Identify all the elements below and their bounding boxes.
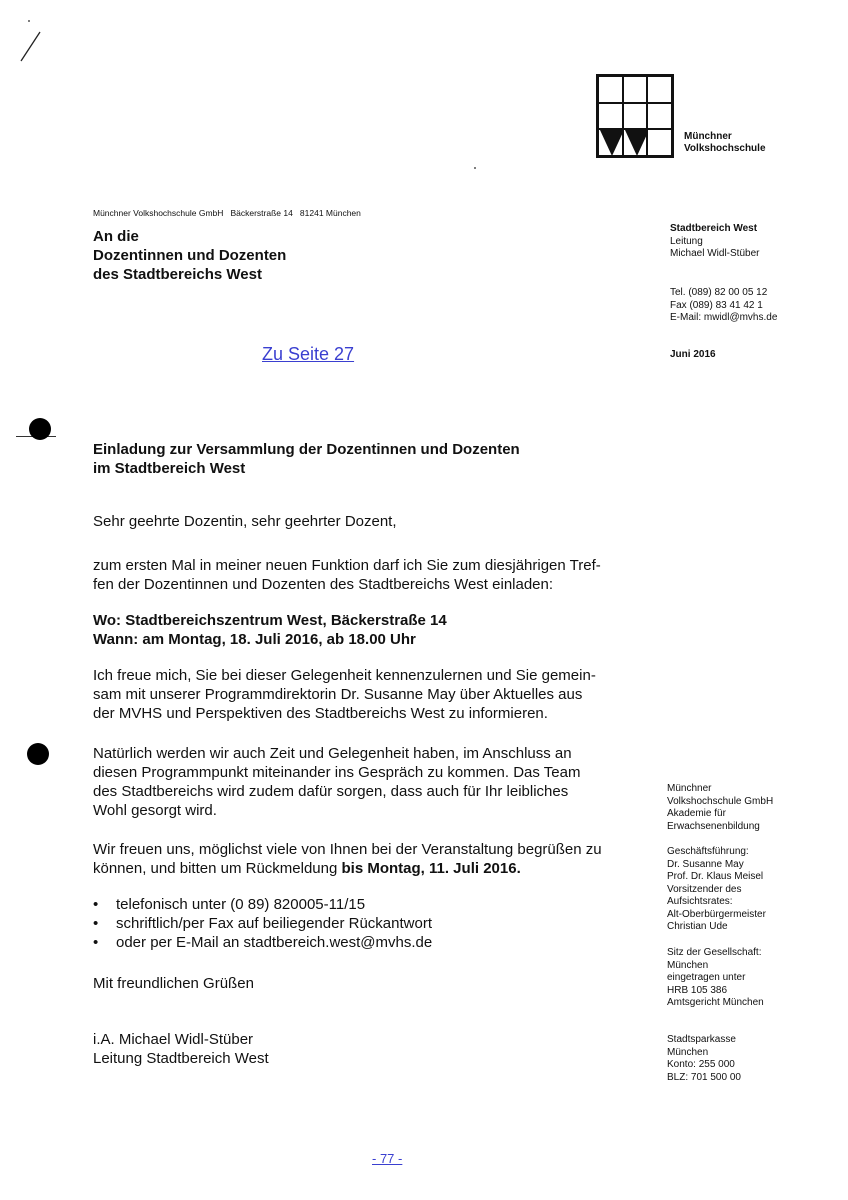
legal-line: Stadtsparkasse: [667, 1034, 736, 1045]
contact-tel: Tel. (089) 82 00 05 12: [670, 287, 768, 298]
legal-line: Alt-Oberbürgermeister: [667, 908, 766, 920]
logo-name-line2: Volkshochschule: [684, 143, 766, 154]
response-options-list: [93, 895, 432, 952]
contact-person: Michael Widl-Stüber: [670, 248, 760, 259]
closing: Mit freundlichen Grüßen: [93, 975, 254, 992]
event-where: Wo: Stadtbereichszentrum West, Bäckerstraße 14: [93, 612, 447, 629]
legal-company: [667, 783, 773, 833]
speck: [28, 20, 30, 22]
recipient-line2: Dozentinnen und Dozenten: [93, 247, 287, 264]
letter-subject: [93, 440, 520, 478]
contact-department: Stadtbereich West: [670, 223, 758, 234]
contact-details: [670, 287, 777, 325]
legal-line: Konto: 255 000: [667, 1059, 735, 1070]
logo-cell: [647, 129, 672, 156]
recipient-line1: An die: [93, 228, 139, 245]
p4-line1: Wir freuen uns, möglichst viele von Ihnen bei der Veranstaltung begrüßen zu: [93, 841, 602, 858]
speck: [474, 167, 476, 169]
list-item: • oder per E-Mail an stadtbereich.west@mvhs.de: [93, 933, 432, 952]
p4-line2: [93, 859, 602, 878]
legal-line: Prof. Dr. Klaus Meisel: [667, 871, 764, 882]
contact-role: Leitung: [670, 235, 703, 247]
logo-cell-triangle: [598, 129, 623, 156]
legal-line: Dr. Susanne May: [667, 858, 744, 870]
legal-registry: [667, 947, 764, 1010]
punch-hole-icon: [29, 418, 51, 440]
logo-name-line1: Münchner: [684, 131, 732, 142]
legal-bank: [667, 1034, 741, 1084]
subject-line1: Einladung zur Versammlung der Dozentinnen und Dozenten: [93, 441, 520, 458]
logo-text: [684, 131, 766, 155]
p1-line2: fen der Dozentinnen und Dozenten des Stadtbereichs West einladen:: [93, 576, 554, 593]
paragraph-4: [93, 840, 602, 878]
p3-line4: Wohl gesorgt wird.: [93, 802, 217, 819]
legal-line: eingetragen unter: [667, 972, 746, 983]
p4-line2-prefix: können, und bitten um Rückmeldung: [93, 860, 342, 877]
legal-line: BLZ: 701 500 00: [667, 1071, 741, 1083]
paragraph-2: [93, 666, 596, 723]
list-item: • schriftlich/per Fax auf beiliegender Rückantwort: [93, 914, 432, 933]
zu-seite-link[interactable]: Zu Seite 27: [262, 344, 355, 364]
contact-email[interactable]: E-Mail: mwidl@mvhs.de: [670, 312, 778, 323]
logo-cell: [623, 76, 648, 103]
logo-cell-triangle: [623, 129, 648, 156]
p3-line1: Natürlich werden wir auch Zeit und Gelegenheit haben, im Anschluss an: [93, 745, 572, 762]
logo-cell: [598, 103, 623, 130]
legal-line: Christian Ude: [667, 921, 728, 932]
legal-line: Erwachsenenbildung: [667, 820, 760, 832]
triangle-icon: [600, 130, 623, 156]
event-details: [93, 611, 447, 649]
legal-line: Akademie für: [667, 808, 726, 819]
signature-title: Leitung Stadtbereich West: [93, 1050, 269, 1067]
punch-hole-icon: [27, 743, 49, 765]
logo-cell: [647, 76, 672, 103]
p2-line3: der MVHS und Perspektiven des Stadtbereichs West zu informieren.: [93, 705, 548, 722]
legal-line: Amtsgericht München: [667, 997, 764, 1008]
logo-cell: [647, 103, 672, 130]
legal-line: HRB 105 386: [667, 984, 728, 996]
event-when: Wann: am Montag, 18. Juli 2016, ab 18.00 Uhr: [93, 631, 416, 648]
p2-line1: Ich freue mich, Sie bei dieser Gelegenheit kennenzulernen und Sie gemein-: [93, 667, 596, 684]
p2-line2: sam mit unserer Programmdirektorin Dr. Susanne May über Aktuelles aus: [93, 686, 583, 703]
legal-line: Vorsitzender des: [667, 883, 742, 895]
list-item: • telefonisch unter (0 89) 820005-11/15: [93, 895, 432, 914]
paragraph-3: [93, 744, 580, 820]
recipient-address: [93, 227, 286, 284]
p3-line3: des Stadtbereichs wird zudem dafür sorgen, dass auch für Ihr leibliches: [93, 783, 569, 800]
subject-line2: im Stadtbereich West: [93, 460, 246, 477]
sender-return-address: Münchner Volkshochschule GmbH Bäckerstraße 14 81241 München: [93, 208, 361, 218]
p1-line1: zum ersten Mal in meiner neuen Funktion darf ich Sie zum diesjährigen Tref-: [93, 557, 601, 574]
contact-fax: Fax (089) 83 41 42 1: [670, 299, 763, 311]
legal-line: München: [667, 1046, 709, 1058]
logo-cell: [598, 76, 623, 103]
salutation: Sehr geehrte Dozentin, sehr geehrter Dozent,: [93, 513, 397, 530]
legal-line: Münchner: [667, 783, 712, 794]
recipient-line3: des Stadtbereichs West: [93, 266, 262, 283]
triangle-icon: [625, 130, 648, 156]
legal-line: Volkshochschule GmbH: [667, 795, 774, 807]
signature-name: i.A. Michael Widl-Stüber: [93, 1031, 254, 1048]
page-number-link[interactable]: - 77 -: [372, 1151, 403, 1166]
contact-block: [670, 223, 759, 261]
legal-line: Aufsichtsrates:: [667, 896, 733, 907]
signature: [93, 1030, 269, 1068]
legal-management: [667, 846, 766, 934]
mvhs-grid-logo-icon: [596, 74, 674, 158]
legal-line: Sitz der Gesellschaft:: [667, 947, 762, 958]
legal-line: Geschäftsführung:: [667, 846, 749, 857]
pen-mark: [18, 28, 48, 68]
p4-line2-deadline: bis Montag, 11. Juli 2016.: [341, 860, 521, 877]
letter-date: Juni 2016: [670, 349, 716, 360]
logo-cell: [623, 103, 648, 130]
p3-line2: diesen Programmpunkt miteinander ins Gespräch zu kommen. Das Team: [93, 764, 581, 781]
paragraph-1: [93, 556, 601, 594]
legal-line: München: [667, 959, 709, 971]
